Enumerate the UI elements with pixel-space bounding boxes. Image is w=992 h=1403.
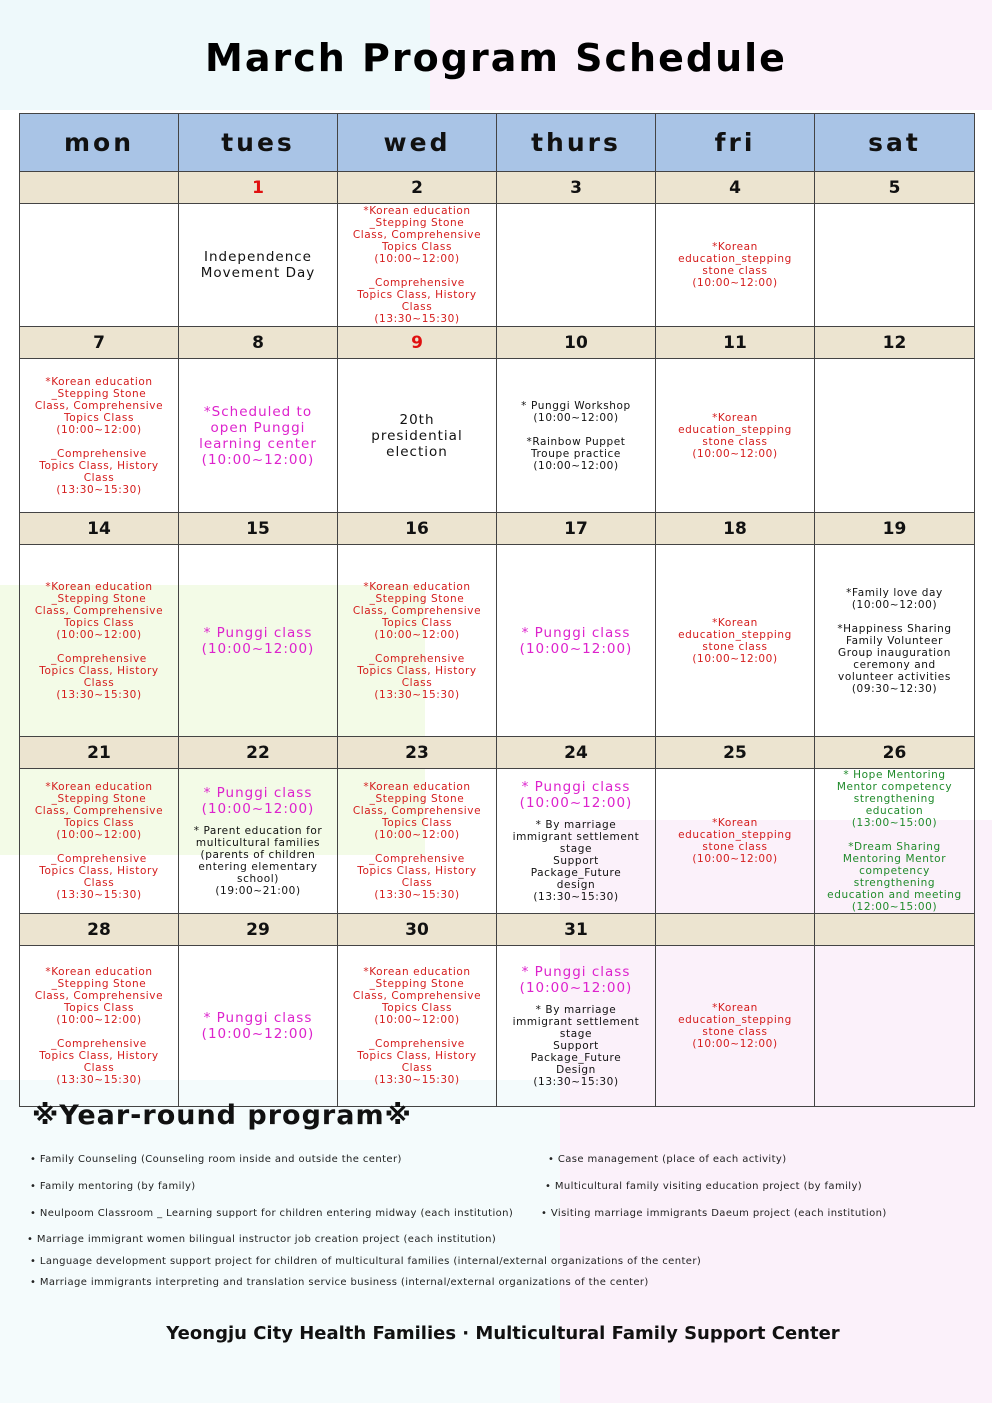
date-row (20, 737, 975, 769)
event-line: Package_Future (530, 867, 622, 879)
event-line: (13:30~15:30) (374, 313, 460, 325)
event-line: education_stepping (678, 1014, 792, 1026)
event-text (815, 587, 974, 695)
date-cell: 7 (20, 327, 179, 359)
event-line: (10:00~12:00) (519, 795, 633, 811)
date-cell: 25 (656, 737, 815, 769)
event-line: (10:00~12:00) (851, 598, 938, 611)
event-cell (20, 946, 179, 1107)
event-line: Topics Class (63, 817, 135, 829)
date-cell (656, 914, 815, 946)
event-line: *Korean education (45, 781, 153, 793)
event-line: _Stepping Stone (369, 592, 465, 605)
event-line: Class (83, 471, 115, 484)
event-line: Class (83, 877, 115, 889)
event-line: Topics Class, History (39, 1050, 159, 1062)
event-line: Topics Class (381, 1002, 453, 1014)
event-line: (10:00~12:00) (692, 652, 778, 665)
event-line: (10:00~12:00) (201, 451, 315, 468)
event-line: Class, Comprehensive (34, 399, 164, 412)
year-round-item: • Family Counseling (Counseling room inside and outside the center) (30, 1154, 402, 1165)
event-line: Topics Class (381, 616, 453, 629)
date-row (20, 327, 975, 359)
date-cell: 26 (815, 737, 975, 769)
event-line: _Comprehensive (369, 652, 465, 665)
event-line: Group inauguration (838, 646, 951, 659)
event-line: Class, Comprehensive (34, 604, 164, 617)
weekday-header: fri (656, 114, 815, 172)
event-line: *Korean (712, 817, 758, 829)
event-line: (13:30~15:30) (533, 1076, 619, 1088)
weekday-header: wed (338, 114, 497, 172)
event-line: (12:00~15:00) (851, 901, 938, 913)
event-line: stage (559, 843, 593, 855)
event-line: stone class (702, 265, 768, 277)
event-line: design (556, 879, 596, 891)
event-line (23, 436, 175, 448)
event-cell (179, 769, 338, 914)
event-line (818, 611, 971, 623)
event-text (179, 1010, 337, 1042)
date-row (20, 513, 975, 545)
event-cell (497, 359, 656, 513)
event-line: Class (401, 301, 433, 313)
event-line: *Happiness Sharing (837, 622, 952, 635)
event-line: (10:00~12:00) (374, 829, 460, 841)
event-text (497, 819, 655, 903)
year-round-item: • Family mentoring (by family) (30, 1181, 196, 1192)
event-text (20, 966, 178, 1086)
weekday-header: thurs (497, 114, 656, 172)
event-row (20, 545, 975, 737)
event-line: (parents of children (200, 849, 316, 861)
event-line: stone class (702, 640, 768, 653)
event-line: Topics Class, History (39, 664, 159, 677)
event-line: (10:00~12:00) (692, 447, 778, 460)
date-cell: 29 (179, 914, 338, 946)
event-line: (19:00~21:00) (215, 885, 301, 897)
weekday-header: mon (20, 114, 179, 172)
event-cell (656, 769, 815, 914)
event-line: learning center (199, 435, 317, 452)
event-line: (10:00~12:00) (519, 980, 633, 996)
event-line: * Punggi class (521, 964, 631, 980)
year-round-item: • Multicultural family visiting education project (by family) (545, 1181, 863, 1192)
date-cell: 5 (815, 172, 975, 204)
event-cell (338, 769, 497, 914)
event-text (497, 1004, 655, 1088)
event-line: (10:00~12:00) (56, 423, 142, 436)
event-line: education_stepping (678, 423, 792, 436)
event-line: _Comprehensive (51, 853, 147, 865)
year-round-item: • Marriage immigrants interpreting and translation service business (internal/external organizations of the center) (30, 1277, 649, 1288)
event-line: * By marriage (535, 1004, 617, 1016)
year-round-item: • Case management (place of each activity) (548, 1154, 787, 1165)
event-text (338, 581, 496, 701)
event-line: Class, Comprehensive (352, 990, 482, 1002)
event-line: (13:30~15:30) (56, 889, 142, 901)
event-line: Class (83, 676, 115, 689)
event-line (341, 1026, 493, 1038)
date-row (20, 172, 975, 204)
event-line: Class, Comprehensive (34, 805, 164, 817)
event-line: stone class (702, 435, 768, 448)
event-line: * Hope Mentoring (843, 769, 946, 781)
weekday-header: tues (179, 114, 338, 172)
event-cell (179, 946, 338, 1107)
event-line: *Korean education (45, 580, 153, 593)
date-cell: 1 (179, 172, 338, 204)
year-round-item: • Language development support project for children of multicultural families (internal/external organizations of the center) (30, 1256, 702, 1267)
event-cell (815, 359, 975, 513)
date-cell (20, 172, 179, 204)
year-round-item: • Visiting marriage immigrants Daeum project (each institution) (541, 1208, 887, 1219)
event-text (656, 1002, 814, 1050)
event-line: _Stepping Stone (369, 978, 465, 990)
event-line: * Parent education for (193, 825, 323, 837)
event-cell (656, 204, 815, 327)
event-text (497, 625, 655, 657)
event-line: * Punggi class (521, 624, 631, 641)
event-cell (179, 545, 338, 737)
event-cell (338, 359, 497, 513)
event-cell (815, 545, 975, 737)
event-text (20, 581, 178, 701)
event-line: 20th (399, 411, 435, 428)
event-cell (497, 545, 656, 737)
event-line: (10:00~12:00) (692, 1038, 778, 1050)
event-line: Class (83, 1062, 115, 1074)
year-round-item: • Neulpoom Classroom _ Learning support for children entering midway (each institution) (30, 1208, 514, 1219)
event-line: Independence (203, 249, 312, 265)
event-line: Design (556, 1064, 596, 1076)
date-cell: 9 (338, 327, 497, 359)
event-line: *Korean (712, 411, 758, 424)
event-text (656, 412, 814, 460)
event-text (656, 241, 814, 289)
event-line: strengthening (853, 877, 936, 889)
event-cell (338, 545, 497, 737)
event-line: * Punggi class (203, 785, 313, 801)
event-cell (656, 545, 815, 737)
event-line: (10:00~12:00) (533, 411, 619, 424)
event-line: Package_Future (530, 1052, 622, 1064)
event-line: * Punggi class (521, 779, 631, 795)
event-text (179, 825, 337, 897)
event-line (23, 1026, 175, 1038)
event-line: stage (559, 1028, 593, 1040)
event-line: Topics Class (381, 817, 453, 829)
event-text (338, 205, 496, 325)
event-line: Topics Class, History (39, 865, 159, 877)
event-line: Class (401, 877, 433, 889)
event-text (179, 785, 337, 817)
event-line: *Korean education (363, 966, 471, 978)
event-line: *Korean education (45, 966, 153, 978)
event-line: (10:00~12:00) (374, 253, 460, 265)
event-line: _Comprehensive (51, 1038, 147, 1050)
event-line: education_stepping (678, 628, 792, 641)
event-line: entering elementary (198, 861, 318, 873)
date-cell: 14 (20, 513, 179, 545)
date-cell: 8 (179, 327, 338, 359)
event-line (341, 841, 493, 853)
event-line: multicultural families (195, 837, 321, 849)
date-cell: 18 (656, 513, 815, 545)
date-cell: 17 (497, 513, 656, 545)
event-line: Support (553, 855, 599, 867)
date-cell: 10 (497, 327, 656, 359)
event-line: education and meeting (827, 889, 962, 901)
event-line: _Comprehensive (369, 1038, 465, 1050)
event-line: *Korean education (363, 205, 471, 217)
date-cell: 19 (815, 513, 975, 545)
event-line: _Comprehensive (51, 652, 147, 665)
event-line: Class, Comprehensive (352, 805, 482, 817)
event-line: ceremony and (853, 658, 936, 671)
event-line: Topics Class (63, 1002, 135, 1014)
event-line: school) (237, 873, 279, 885)
event-line: immigrant settlement (512, 1016, 640, 1028)
event-line: _Stepping Stone (369, 217, 465, 229)
event-line: Family Volunteer (845, 634, 944, 647)
event-line: Topics Class, History (39, 459, 159, 472)
event-line: Topics Class, History (357, 865, 477, 877)
event-line (341, 265, 493, 277)
event-text (20, 376, 178, 496)
event-text (656, 617, 814, 665)
event-line: Topics Class, History (357, 289, 477, 301)
event-cell (179, 359, 338, 513)
event-line: * Punggi class (203, 624, 313, 641)
event-line: _Stepping Stone (51, 387, 147, 400)
event-line: (10:00~12:00) (56, 1014, 142, 1026)
event-line (23, 841, 175, 853)
event-line: (13:30~15:30) (374, 1074, 460, 1086)
event-line: (10:00~12:00) (692, 853, 778, 865)
event-text (338, 966, 496, 1086)
date-row (20, 914, 975, 946)
event-line: _Stepping Stone (51, 793, 147, 805)
weekday-header: sat (815, 114, 975, 172)
event-row (20, 359, 975, 513)
event-line: (13:30~15:30) (56, 1074, 142, 1086)
event-line (23, 641, 175, 653)
date-cell: 12 (815, 327, 975, 359)
event-line: (10:00~12:00) (374, 1014, 460, 1026)
event-line: (10:00~12:00) (533, 459, 619, 472)
event-line: *Dream Sharing (848, 841, 941, 853)
event-line: (10:00~12:00) (56, 829, 142, 841)
event-line: (13:30~15:30) (533, 891, 619, 903)
date-cell: 11 (656, 327, 815, 359)
event-text (338, 412, 496, 460)
event-line: _Comprehensive (369, 277, 465, 289)
event-line: (10:00~12:00) (201, 1026, 315, 1042)
event-cell (338, 204, 497, 327)
date-cell: 28 (20, 914, 179, 946)
event-cell (20, 359, 179, 513)
event-line: _Stepping Stone (51, 978, 147, 990)
event-line: *Korean education (45, 375, 153, 388)
event-text (497, 779, 655, 811)
event-cell (815, 204, 975, 327)
date-cell: 4 (656, 172, 815, 204)
event-line: Movement Day (200, 265, 316, 281)
event-line: _Comprehensive (369, 853, 465, 865)
event-line: Topics Class (63, 411, 135, 424)
event-line (341, 641, 493, 653)
event-line: Class, Comprehensive (352, 604, 482, 617)
event-line: _Stepping Stone (369, 793, 465, 805)
event-line: stone class (702, 1026, 768, 1038)
event-line (818, 829, 971, 841)
event-line: Topics Class (381, 241, 453, 253)
date-cell: 2 (338, 172, 497, 204)
event-cell (656, 359, 815, 513)
event-line: stone class (702, 841, 768, 853)
event-row (20, 769, 975, 914)
date-cell: 24 (497, 737, 656, 769)
event-text (656, 817, 814, 865)
event-cell (497, 946, 656, 1107)
event-cell (20, 204, 179, 327)
event-line: Class, Comprehensive (34, 990, 164, 1002)
event-line: *Korean education (363, 580, 471, 593)
date-cell: 30 (338, 914, 497, 946)
date-cell: 16 (338, 513, 497, 545)
event-cell (179, 204, 338, 327)
date-cell: 23 (338, 737, 497, 769)
event-line: *Korean (712, 241, 758, 253)
event-line: education_stepping (678, 829, 792, 841)
event-line: open Punggi (210, 419, 306, 436)
event-line: (13:30~15:30) (56, 688, 142, 701)
event-line: *Korean education (363, 781, 471, 793)
date-cell: 31 (497, 914, 656, 946)
event-line (500, 424, 652, 436)
event-text (20, 781, 178, 901)
event-cell (497, 204, 656, 327)
event-cell (497, 769, 656, 914)
event-line: * Punggi class (203, 1010, 313, 1026)
event-line: (13:30~15:30) (56, 483, 142, 496)
page-title: March Program Schedule (205, 36, 787, 80)
year-round-title: ※Year-round program※ (32, 1100, 412, 1131)
date-cell: 21 (20, 737, 179, 769)
event-text (815, 769, 974, 913)
event-line: (13:00~15:00) (851, 817, 938, 829)
event-line: (13:30~15:30) (374, 688, 460, 701)
event-cell (815, 946, 975, 1107)
event-line: volunteer activities (838, 670, 951, 683)
event-line: (10:00~12:00) (201, 801, 315, 817)
event-line: *Scheduled to (203, 403, 313, 420)
event-line: (10:00~12:00) (201, 640, 315, 657)
event-line: (13:30~15:30) (374, 889, 460, 901)
event-line: Topics Class, History (357, 664, 477, 677)
event-line: competency (859, 865, 930, 877)
event-line: immigrant settlement (512, 831, 640, 843)
event-row (20, 946, 975, 1107)
weekday-header-row (20, 114, 975, 172)
date-cell (815, 914, 975, 946)
event-line: (10:00~12:00) (374, 628, 460, 641)
event-line: _Comprehensive (51, 447, 147, 460)
event-line: *Korean (712, 1002, 758, 1014)
event-line: (10:00~12:00) (56, 628, 142, 641)
event-cell (656, 946, 815, 1107)
event-line: Topics Class (63, 616, 135, 629)
event-cell (20, 545, 179, 737)
event-line: _Stepping Stone (51, 592, 147, 605)
event-text (338, 781, 496, 901)
event-cell (815, 769, 975, 914)
event-line: * By marriage (535, 819, 617, 831)
date-cell: 3 (497, 172, 656, 204)
event-line: education (865, 805, 924, 817)
event-cell (20, 769, 179, 914)
event-line: *Korean (712, 616, 758, 629)
event-line: (10:00~12:00) (692, 277, 778, 289)
event-line: election (386, 443, 448, 460)
event-line: Mentoring Mentor (842, 853, 947, 865)
event-text (497, 400, 655, 472)
event-line: Topics Class, History (357, 1050, 477, 1062)
event-text (179, 249, 337, 281)
event-line: (10:00~12:00) (519, 640, 633, 657)
event-text (179, 625, 337, 657)
event-text (497, 964, 655, 996)
event-line: Class (401, 676, 433, 689)
event-row (20, 204, 975, 327)
event-text (179, 404, 337, 468)
event-line: * Punggi Workshop (521, 399, 631, 412)
event-line: Support (553, 1040, 599, 1052)
event-line: presidential (371, 427, 463, 444)
footer-organization: Yeongju City Health Families · Multicultural Family Support Center (166, 1323, 840, 1344)
event-line: *Family love day (846, 586, 943, 599)
event-line: *Rainbow Puppet (526, 435, 626, 448)
event-line: Class (401, 1062, 433, 1074)
event-line: education_stepping (678, 253, 792, 265)
event-line: (09:30~12:30) (851, 682, 938, 695)
event-line: strengthening (853, 793, 936, 805)
date-cell: 22 (179, 737, 338, 769)
event-line: Troupe practice (531, 447, 621, 460)
year-round-item: • Marriage immigrant women bilingual instructor job creation project (each institution) (27, 1234, 497, 1245)
event-line: Mentor competency (836, 781, 953, 793)
event-cell (338, 946, 497, 1107)
schedule-calendar (19, 113, 975, 1107)
date-cell: 15 (179, 513, 338, 545)
event-line: Class, Comprehensive (352, 229, 482, 241)
